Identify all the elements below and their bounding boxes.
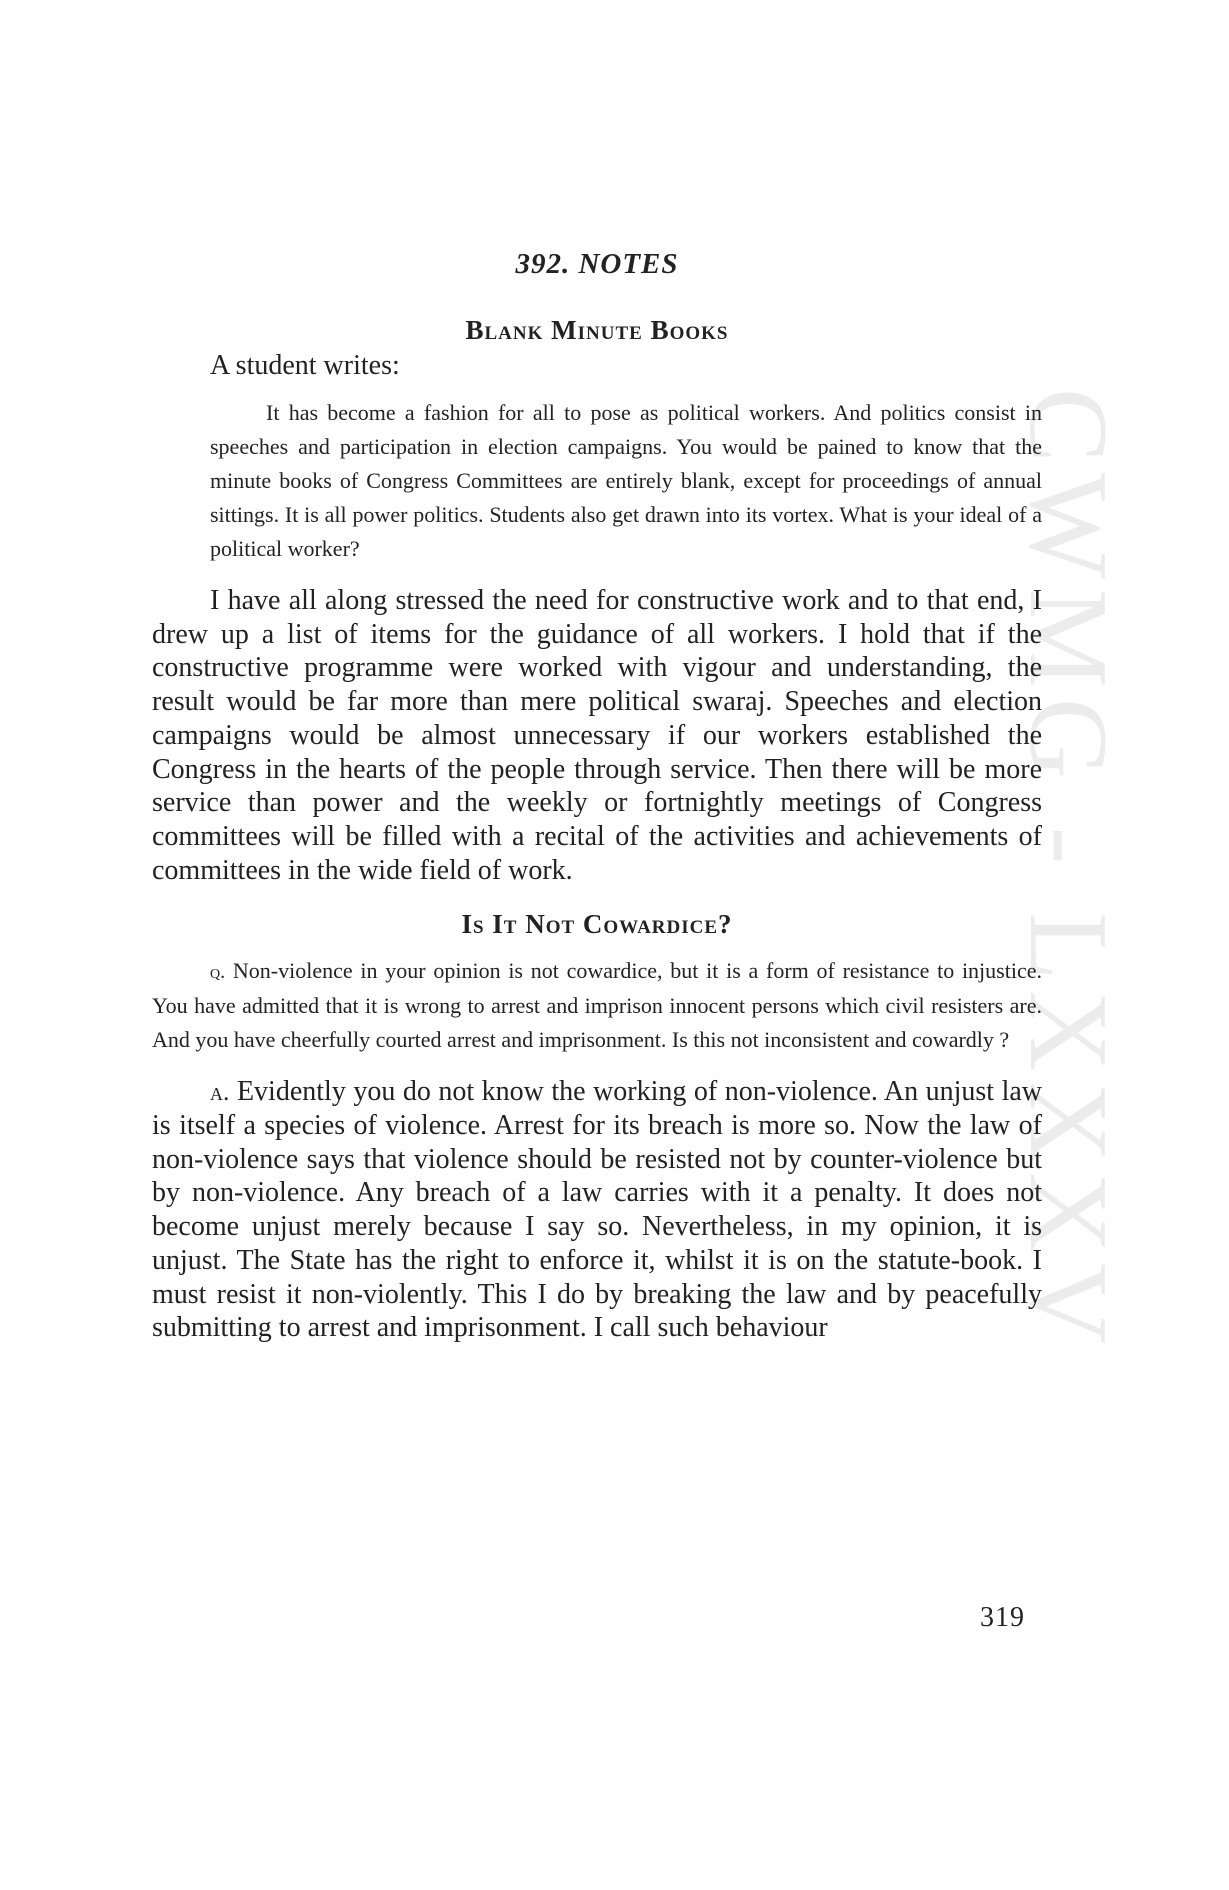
section-heading-cowardice: Is It Not Cowardice? [461,909,733,940]
intro-line: A student writes: [210,350,400,381]
section-heading-blank-minute-books: Blank Minute Books [465,315,729,345]
page-title: 392. NOTES [515,248,679,280]
answer-paragraph [152,1075,1042,1345]
watermark-text: CWMG - LXXXV [1006,388,1130,1355]
question-paragraph [152,954,1042,1057]
reply-paragraph: I have all along stressed the need for constructive work and to that end, I drew up a list of items for the guidance of all workers. I hold that if the constructive programme were worked with vigour and understanding, the result would be far more than mere political swaraj. Speeches and election campaigns would be almost unnecessary if our workers established the Congress in the hearts of the people through service. Then there will be more service than power and the weekly or fortnightly meetings of Congress committees will be filled with a recital of the activities and achievements of committees in the wide field of work. [152,585,1042,886]
answer-text: Evidently you do not know the working of non-violence. An unjust law is itself a species of violence. Arrest for its breach is more so. Now the law of non-violence says that violence should be resisted not by counter-violence but by non-violence. Any breach of a law carries with it a penalty. It does not become unjust merely because I say so. Nevertheless, in my opinion, it is unjust. The State has the right to enforce it, whilst it is on the statute-book. I must resist it non-violently. This I do by breaking the law and by peacefully submitting to arrest and imprisonment. I call such behaviour [152,1076,1043,1344]
page-content [152,248,1042,1345]
question-marker: q. [210,961,226,984]
student-letter: It has become a fashion for all to pose as political workers. And politics consist in speeches and participation in election campaigns. You would be pained to know that the minute books of Congress Committees are entirely blank, except for proceedings of annual sittings. It is all power politics. Students also get drawn into its vortex. What is your ideal of a political worker? [210,400,1042,561]
question-text: Non-violence in your opinion is not cowardice, but it is a form of resistance to injustice. You have admitted that it is wrong to arrest and imprison innocent persons which civil resisters are. And you have cheerfully courted arrest and imprisonment. Is this not inconsistent and cowardly ? [152,958,1042,1053]
page-number: 319 [980,1602,1025,1633]
answer-marker: a. [210,1077,230,1107]
